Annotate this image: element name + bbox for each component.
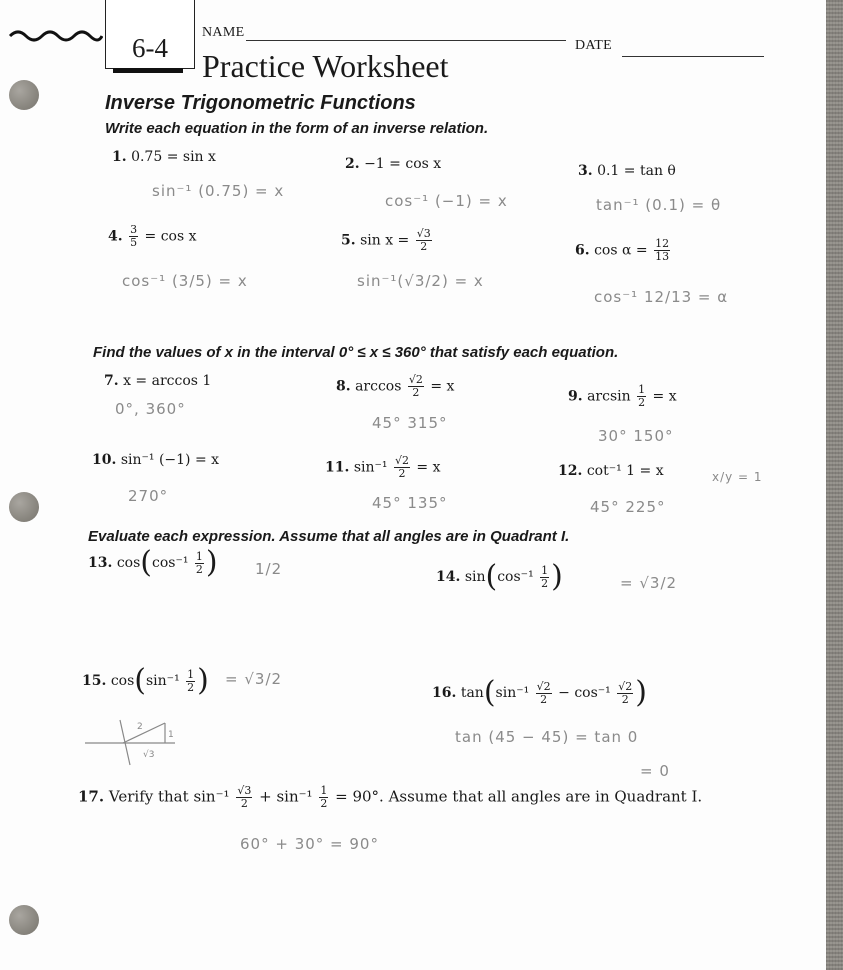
problem-4: 4. $\frac{3}{5}$ = cos x: [108, 223, 197, 249]
problem-13: 13. cos(cos⁻¹ $\frac{1}{2}$ ): [88, 545, 218, 580]
answer-13: 1/2: [255, 560, 283, 578]
binder-hole: [9, 492, 39, 522]
problem-15: 15. cos(sin⁻¹ $\frac{1}{2}$ ): [82, 663, 209, 698]
svg-text:√3: √3: [143, 750, 155, 760]
lesson-box-shadow: [113, 68, 183, 73]
problem-16: 16. tan(sin⁻¹ $\frac{√2}{2}$ − cos⁻¹ $\frac{√2}{2}$ ): [432, 675, 647, 710]
svg-text:2: 2: [137, 722, 143, 732]
problem-3: 3. 0.1 = tan θ: [578, 163, 676, 179]
problem-11: 11. sin⁻¹ $\frac{√2}{2}$ = x: [325, 454, 441, 480]
answer-1: sin⁻¹ (0.75) = x: [152, 182, 285, 200]
answer-3: tan⁻¹ (0.1) = θ: [596, 196, 722, 214]
answer-16: tan (45 − 45) = tan 0: [455, 728, 639, 746]
date-field-line[interactable]: [622, 56, 764, 57]
section-2-instruction: Find the values of x in the interval 0° ≤ x ≤ 360° that satisfy each equation.: [93, 344, 619, 361]
problem-8: 8. arccos $\frac{√2}{2}$ = x: [336, 373, 455, 399]
binder-hole: [9, 905, 39, 935]
problem-9: 9. arcsin $\frac{1}{2}$ = x: [568, 383, 677, 409]
answer-9: 30° 150°: [598, 427, 674, 445]
name-label: NAME: [202, 25, 245, 40]
answer-15: = √3/2: [225, 670, 283, 688]
problem-5: 5. sin x = $\frac{√3}{2}$: [341, 227, 431, 253]
wave-decoration-icon: [8, 28, 103, 42]
triangle-sketch-icon: [85, 715, 195, 770]
problem-10: 10. sin⁻¹ (−1) = x: [92, 452, 220, 468]
problem-2: 2. −1 = cos x: [345, 156, 442, 172]
answer-7: 0°, 360°: [115, 400, 186, 418]
answer-11: 45° 135°: [372, 494, 448, 512]
problem-7: 7. x = arccos 1: [104, 373, 212, 389]
answer-8: 45° 315°: [372, 414, 448, 432]
answer-2: cos⁻¹ (−1) = x: [385, 192, 508, 210]
svg-text:1: 1: [168, 730, 174, 740]
problem-1: 1. 0.75 = sin x: [112, 149, 216, 165]
problem-14: 14. sin(cos⁻¹ $\frac{1}{2}$ ): [436, 559, 563, 594]
lesson-number: 6-4: [132, 33, 168, 63]
answer-6: cos⁻¹ 12/13 = α: [594, 288, 729, 306]
problem-17: 17. Verify that sin⁻¹ $\frac{√3}{2}$ + sin⁻¹ $\frac{1}{2}$ = 90°. Assume that all angles are in Quadrant I.: [78, 784, 703, 810]
date-label: DATE: [575, 38, 612, 53]
section-1-instruction: Write each equation in the form of an inverse relation.: [105, 120, 489, 137]
binder-hole: [9, 80, 39, 110]
answer-14: = √3/2: [620, 574, 678, 592]
answer-12: 45° 225°: [590, 498, 666, 516]
scanned-page-edge: [826, 0, 843, 970]
name-field-line[interactable]: [246, 40, 566, 41]
section-3-instruction: Evaluate each expression. Assume that all angles are in Quadrant I.: [88, 528, 570, 545]
answer-16-result: = 0: [640, 762, 670, 780]
problem-12: 12. cot⁻¹ 1 = x: [558, 463, 664, 479]
problem-6: 6. cos α = $\frac{12}{13}$: [575, 237, 670, 263]
answer-12-side-note: x/y = 1: [712, 470, 763, 484]
answer-4: cos⁻¹ (3/5) = x: [122, 272, 248, 290]
lesson-number-box: [105, 0, 195, 69]
page-subtitle: Inverse Trigonometric Functions: [105, 92, 416, 114]
answer-5: sin⁻¹(√3/2) = x: [357, 272, 484, 290]
page-title: Practice Worksheet: [202, 48, 449, 84]
answer-10: 270°: [128, 487, 169, 505]
answer-17: 60° + 30° = 90°: [240, 835, 379, 853]
